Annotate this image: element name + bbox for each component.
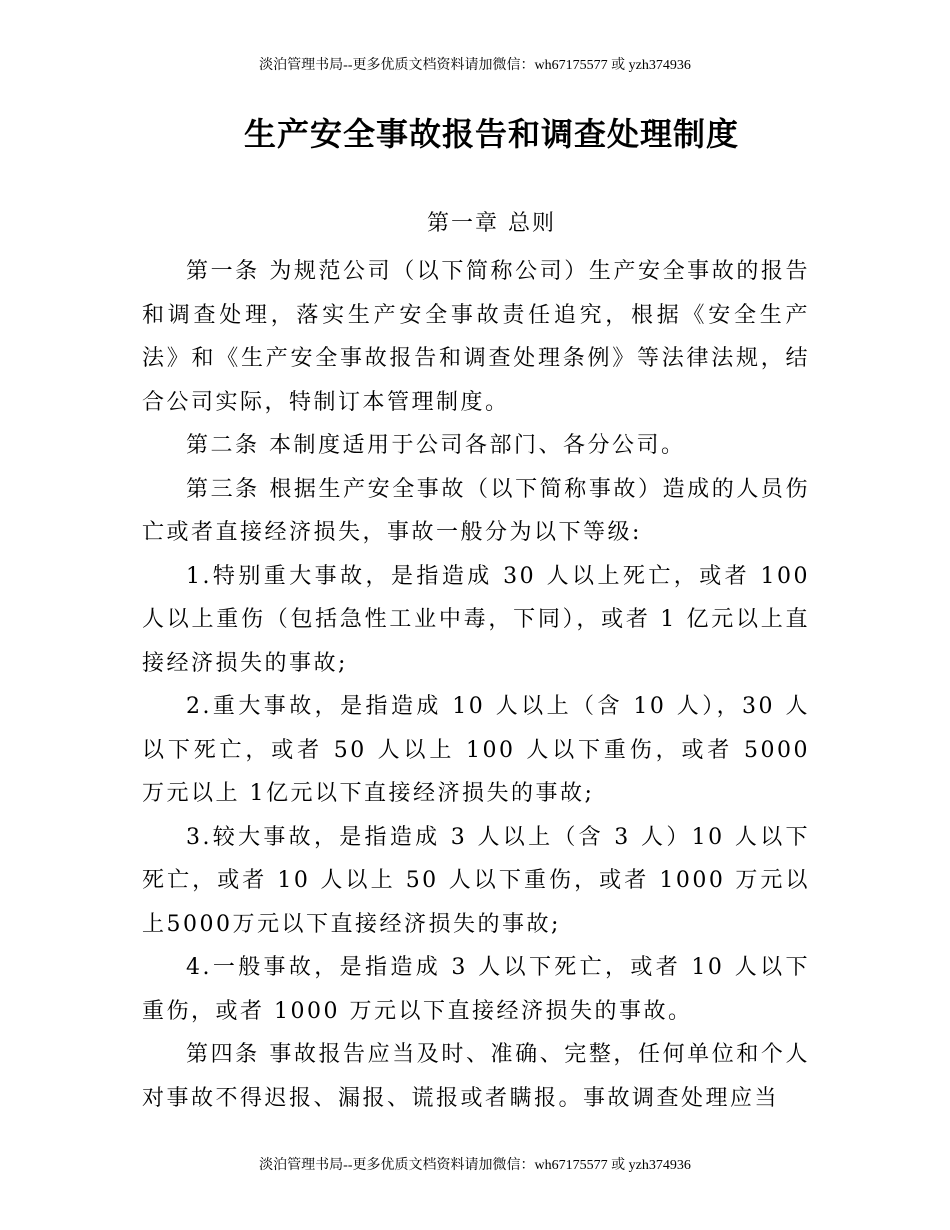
chapter-heading: 第一章 总则 (427, 211, 556, 236)
article-3-paragraph: 第三条 根据生产安全事故（以下简称事故）造成的人员伤亡或者直接经济损失，事故一般分为以下等级: (142, 476, 810, 545)
document-body (142, 250, 810, 1120)
article-2-paragraph: 第二条 本制度适用于公司各部门、各分公司。 (186, 433, 686, 458)
article-4-paragraph: 第四条 事故报告应当及时、准确、完整，任何单位和个人对事故不得迟报、漏报、谎报或者瞒报。事故调查处理应当 (142, 1042, 810, 1111)
level-4-paragraph: 4.一般事故，是指造成 3 人以下死亡，或者 10 人以下重伤，或者 1000 万元以下直接经济损失的事故。 (142, 955, 810, 1024)
page-header-note: 淡泊管理书局--更多优质文档资料请加微信：wh67175577 或 yzh374936 (259, 58, 691, 73)
article-1-paragraph: 第一条 为规范公司（以下简称公司）生产安全事故的报告和调查处理，落实生产安全事故责任追究，根据《安全生产法》和《生产安全事故报告和调查处理条例》等法律法规，结合公司实际，特制订本管理制度。 (142, 259, 810, 415)
level-1-paragraph: 1.特别重大事故，是指造成 30 人以上死亡，或者 100人以上重伤（包括急性工业中毒，下同），或者 1 亿元以上直接经济损失的事故; (142, 563, 810, 676)
level-3-paragraph: 3.较大事故，是指造成 3 人以上（含 3 人）10 人以下死亡，或者 10 人以上 50 人以下重伤，或者 1000 万元以上5000万元以下直接经济损失的事故; (142, 824, 810, 937)
level-2-paragraph: 2.重大事故，是指造成 10 人以上（含 10 人），30 人以下死亡，或者 50 人以上 100 人以下重伤，或者 5000 万元以上 1亿元以下直接经济损失的事故; (142, 694, 810, 806)
document-title: 生产安全事故报告和调查处理制度 (243, 115, 739, 153)
page-footer-note: 淡泊管理书局--更多优质文档资料请加微信：wh67175577 或 yzh374936 (259, 1158, 691, 1173)
